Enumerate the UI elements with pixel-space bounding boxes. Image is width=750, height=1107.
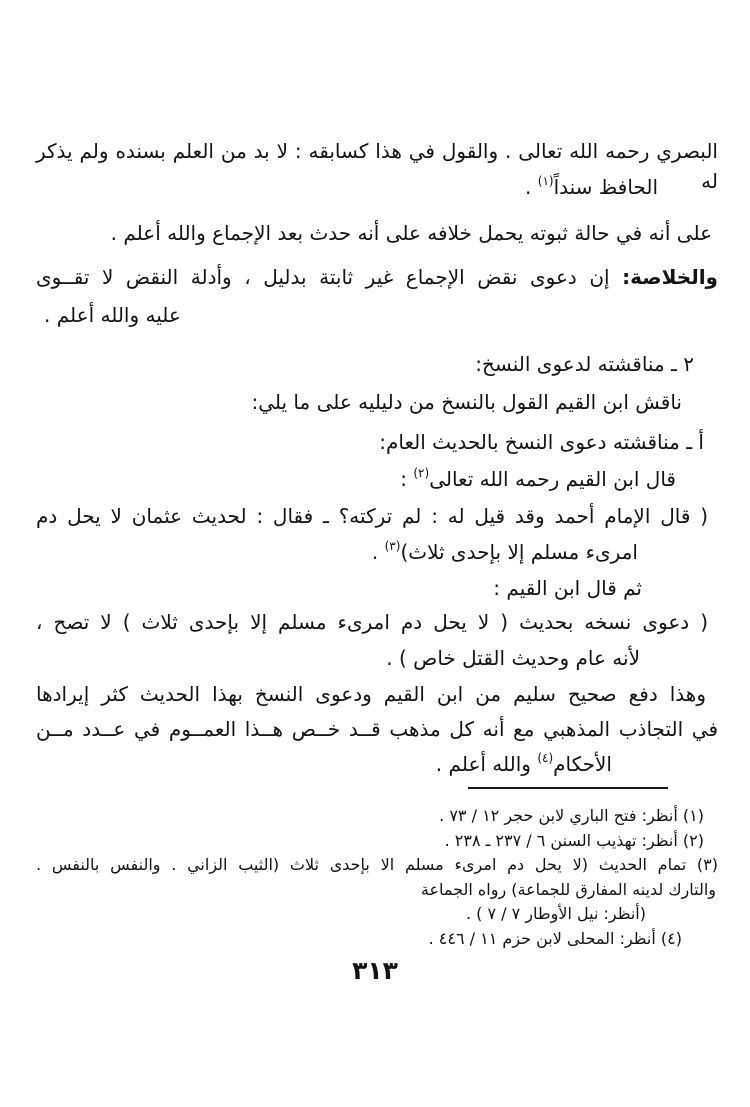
- footnote-text: والتارك لدينه المفارق للجماعة) رواه الجماعة: [420, 880, 716, 899]
- body-text: إن دعوى نقض الإجماع غير ثابتة بدليل ، وأدلة النقض لا تقــوى: [36, 265, 623, 289]
- footnote-ref-2: (٢): [413, 466, 430, 481]
- footnote-3-line-1: [36, 853, 718, 877]
- footnote-3-line-3: [36, 902, 718, 926]
- body-text: لأنه عام وحديث القتل خاص ) .: [386, 646, 640, 670]
- footnote-separator: [468, 787, 668, 789]
- body-text: ناقش ابن القيم القول بالنسخ من دليليه على ما يلي:: [251, 390, 682, 414]
- footnote-4: [36, 927, 718, 951]
- body-text: :: [400, 467, 414, 491]
- body-line-comment-2: [36, 714, 718, 744]
- body-line-comment-3: [36, 749, 718, 779]
- page-number: [0, 956, 750, 985]
- body-text: على أنه في حالة ثبوته يحمل خلافه على أنه حدث بعد الإجماع والله أعلم .: [110, 221, 712, 245]
- body-text: ( دعوى نسخه بحديث ( لا يحل دم امرىء مسلم إلا بإحدى ثلاث ) لا تصح ،: [36, 610, 708, 634]
- body-text: وهذا دفع صحيح سليم من ابن القيم ودعوى النسخ بهذا الحديث كثر إيرادها: [36, 682, 706, 706]
- heading-section-2: [36, 349, 718, 379]
- body-text: الأحكام: [553, 752, 612, 776]
- body-text: .: [525, 175, 538, 199]
- heading-text: أ ـ مناقشته دعوى النسخ بالحديث العام:: [379, 430, 704, 454]
- footnote-ref-4: (٤): [537, 751, 554, 766]
- footnote-text: (١) أنظر: فتح الباري لابن حجر ١٢ / ٧٣ .: [439, 806, 704, 825]
- footnote-2: [36, 829, 718, 853]
- body-line-para2: [36, 218, 718, 248]
- body-text: في التجاذب المذهبي مع أنه كل مذهب قــد خــص هــذا العمــوم في عــدد مــن: [36, 717, 718, 741]
- body-text: والله أعلم .: [435, 752, 538, 776]
- body-line-summary-2: [36, 300, 718, 330]
- summary-lead-word: والخلاصة:: [622, 265, 718, 289]
- body-line-comment-1: [36, 679, 718, 709]
- footnote-ref-1: (١): [537, 174, 554, 189]
- body-text: ثم قال ابن القيم :: [493, 576, 642, 600]
- body-text: البصري رحمه الله تعالى . والقول في هذا كسابقه : لا بد من العلم بسنده ولم يذكر له: [36, 139, 718, 193]
- body-text: امرىء مسلم إلا بإحدى ثلاث): [400, 540, 638, 564]
- body-line-thumma: [36, 573, 718, 603]
- body-line-intro: [36, 387, 718, 417]
- body-line-para1-2: [36, 172, 718, 202]
- body-line-qala: [36, 464, 718, 494]
- body-line-quote1-2: [36, 537, 718, 567]
- footnote-text: (أنظر: نيل الأوطار ٧ / ٧ ) .: [465, 904, 646, 923]
- page-number-text: ٣١٣: [352, 956, 398, 985]
- body-text: الحافظ سنداً: [553, 175, 658, 199]
- body-line-quote2-1: [36, 607, 718, 637]
- body-text: .: [371, 540, 385, 564]
- heading-sub-a: [36, 427, 718, 457]
- footnote-1: [36, 804, 718, 828]
- body-line-quote1-1: [36, 501, 718, 531]
- footnote-ref-3: (٣): [384, 539, 401, 554]
- footnote-text: (٢) أنظر: تهذيب السنن ٦ / ٢٣٧ ـ ٢٣٨ .: [444, 831, 704, 850]
- body-text: قال ابن القيم رحمه الله تعالى: [429, 467, 676, 491]
- body-text: ( قال الإمام أحمد وقد قيل له : لم تركته؟ ـ فقال : لحديث عثمان لا يحل دم: [36, 504, 708, 528]
- body-line-summary-1: [36, 262, 718, 292]
- footnote-3-line-2: [36, 878, 718, 902]
- heading-text: ٢ ـ مناقشته لدعوى النسخ:: [475, 352, 694, 376]
- body-line-quote2-2: [36, 643, 718, 673]
- body-text: عليه والله أعلم .: [44, 303, 181, 327]
- footnote-text: (٤) أنظر: المحلى لابن حزم ١١ / ٤٤٦ .: [428, 929, 682, 948]
- footnote-text: (٣) تمام الحديث (لا يحل دم امرىء مسلم الا بإحدى ثلاث (الثيب الزاني . والنفس بالنفس .: [36, 855, 718, 874]
